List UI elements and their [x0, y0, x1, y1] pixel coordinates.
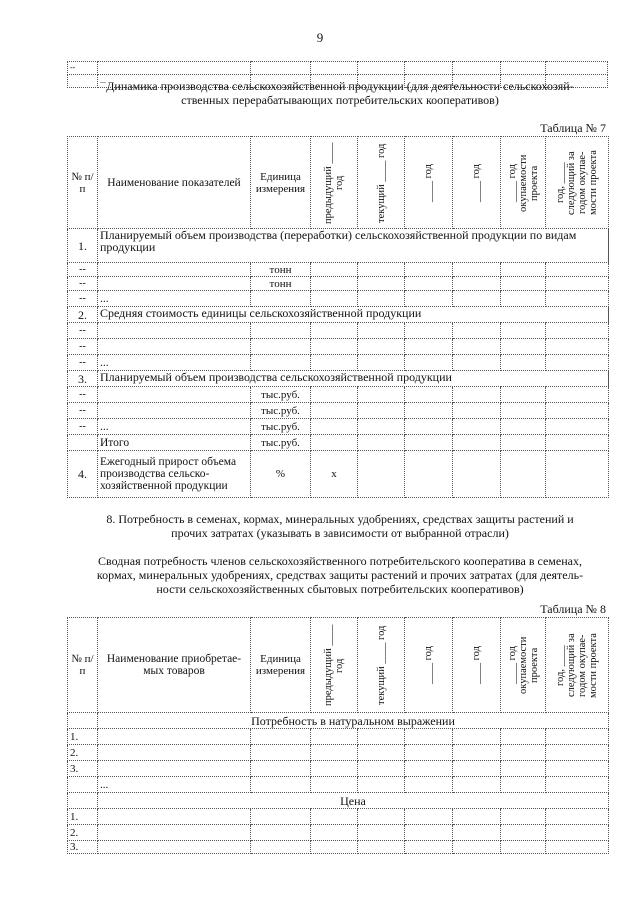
header-row: [68, 618, 609, 713]
row-section-title: Средняя стоимость единицы сельскохозяйственной продукции: [98, 307, 609, 323]
value-cell: [358, 277, 405, 291]
value-cell: [546, 761, 609, 777]
value-cell: [311, 403, 358, 419]
intro-line: кормах, минеральных удобрениях, средствах защиты растений и прочих затратах (для деятель-: [96, 568, 584, 582]
value-cell: [358, 387, 405, 403]
value-cell: [405, 277, 453, 291]
value-cell: [501, 323, 546, 339]
value-cell: [405, 323, 453, 339]
row-name: [98, 729, 251, 745]
row-name: [98, 323, 251, 339]
unit-cell: тыс.руб.: [251, 403, 311, 419]
row-number: --: [68, 419, 98, 435]
column-header: [358, 137, 405, 229]
table-row: [68, 387, 609, 403]
value-cell: [546, 263, 609, 277]
row-number: --: [68, 323, 98, 339]
value-cell: [405, 355, 453, 371]
intro-line: ности сельскохозяйственных сбытовых потребительских кооперативов): [156, 582, 524, 596]
row-number: 3.: [68, 761, 98, 777]
value-cell: [453, 419, 501, 435]
row-name: ...: [98, 75, 251, 88]
column-header: [453, 137, 501, 229]
row-number: 2.: [68, 825, 98, 841]
row-name: [98, 745, 251, 761]
column-header: Единица измерения: [251, 618, 311, 713]
row-name: [98, 403, 251, 419]
table-row: [68, 403, 609, 419]
header-row: [68, 137, 609, 229]
row-number: --: [68, 355, 98, 371]
column-header: [501, 137, 546, 229]
value-cell: [405, 825, 453, 841]
value-cell: [311, 729, 358, 745]
column-header-text: ____ год: [471, 646, 482, 684]
value-cell: [501, 729, 546, 745]
value-cell: [311, 825, 358, 841]
column-header: [358, 618, 405, 713]
value-cell: [405, 451, 453, 498]
row-number: --: [68, 277, 98, 291]
table-row: [68, 323, 609, 339]
row-number: 1.: [68, 229, 98, 263]
table-7: [67, 136, 609, 498]
table-row: [68, 355, 609, 371]
value-cell: [501, 825, 546, 841]
value-cell: [311, 291, 358, 307]
column-header-text: текущий ____ год: [375, 625, 387, 705]
section-8-heading: [60, 512, 620, 540]
row-number: 2.: [68, 745, 98, 761]
value-cell: [358, 825, 405, 841]
value-cell: [358, 323, 405, 339]
table-row: [68, 809, 609, 825]
value-cell: [453, 387, 501, 403]
value-cell: [546, 435, 609, 451]
value-cell: [453, 825, 501, 841]
value-cell: [501, 809, 546, 825]
row-name: Ежегодный прирост объема производства сельско-хозяйственной продукции: [98, 451, 251, 498]
value-cell: [358, 745, 405, 761]
value-cell: [501, 419, 546, 435]
value-cell: [501, 291, 546, 307]
table-row: [68, 263, 609, 277]
table-row: [68, 371, 609, 387]
value-cell: [453, 277, 501, 291]
value-cell: [311, 387, 358, 403]
table-row: [68, 841, 609, 854]
row-number: 1.: [68, 729, 98, 745]
value-cell: [358, 761, 405, 777]
unit-cell: тыс.руб.: [251, 387, 311, 403]
value-cell: [405, 841, 453, 854]
row-name: Итого: [98, 435, 251, 451]
value-cell: [358, 263, 405, 277]
value-cell: [251, 729, 311, 745]
unit-cell: тыс.руб.: [251, 435, 311, 451]
value-cell: [405, 387, 453, 403]
value-cell: [453, 291, 501, 307]
value-cell: [453, 745, 501, 761]
value-cell: [453, 263, 501, 277]
value-cell: [405, 263, 453, 277]
value-cell: [251, 809, 311, 825]
value-cell: [358, 419, 405, 435]
row-number: 3.: [68, 841, 98, 854]
table-row: [68, 777, 609, 793]
row-name: ...: [98, 291, 251, 307]
value-cell: [546, 777, 609, 793]
value-cell: [358, 809, 405, 825]
table8-label: Таблица № 8: [540, 602, 606, 616]
table-row: [68, 451, 609, 498]
column-header: [546, 618, 609, 713]
table7-intro: [60, 79, 620, 107]
value-cell: [311, 323, 358, 339]
value-cell: [453, 809, 501, 825]
value-cell: [311, 419, 358, 435]
value-cell: [546, 291, 609, 307]
row-name: [98, 809, 251, 825]
value-cell: [546, 387, 609, 403]
value-cell: [358, 729, 405, 745]
row-name: [98, 825, 251, 841]
column-header: Единица измерения: [251, 137, 311, 229]
row-name: [98, 277, 251, 291]
value-cell: [453, 339, 501, 355]
table-row: [68, 745, 609, 761]
intro-line: ственных перерабатывающих потребительских кооперативов): [181, 93, 499, 107]
value-cell: [358, 403, 405, 419]
column-header-text: предыдущий ____ год: [323, 141, 345, 224]
table-8: [67, 617, 609, 854]
row-name: [98, 761, 251, 777]
value-cell: [501, 403, 546, 419]
value-cell: [546, 451, 609, 498]
column-header: Наименование приобретае-мых товаров: [98, 618, 251, 713]
row-name: [98, 339, 251, 355]
value-cell: [311, 435, 358, 451]
table-row: [68, 761, 609, 777]
table-row: [68, 307, 609, 323]
value-cell: [546, 323, 609, 339]
unit-cell: тыс.руб.: [251, 419, 311, 435]
value-cell: [405, 291, 453, 307]
row-number: 3.: [68, 371, 98, 387]
row-name: [98, 263, 251, 277]
table-row: [68, 291, 609, 307]
value-cell: [405, 339, 453, 355]
value-cell: [546, 745, 609, 761]
unit-cell: [251, 355, 311, 371]
row-name: ...: [98, 419, 251, 435]
value-cell: [501, 339, 546, 355]
table-row: [68, 729, 609, 745]
column-header: [453, 618, 501, 713]
value-cell: [311, 355, 358, 371]
intro-line: Сводная потребность членов сельскохозяйственного потребительского кооператива в семенах,: [98, 554, 582, 568]
row-number: --: [68, 387, 98, 403]
unit-cell: [251, 339, 311, 355]
value-cell: [251, 745, 311, 761]
page-number: 9: [316, 30, 324, 45]
value-cell: [358, 435, 405, 451]
table-row: [68, 277, 609, 291]
table8-intro: [60, 554, 620, 596]
column-header-text: ____ год окупаемости проекта: [506, 636, 540, 694]
value-cell: [251, 777, 311, 793]
value-cell: [501, 745, 546, 761]
unit-cell: тонн: [251, 263, 311, 277]
column-header: № п/п: [68, 137, 98, 229]
unit-cell: [251, 291, 311, 307]
value-cell: [546, 841, 609, 854]
row-number: --: [68, 339, 98, 355]
value-cell: [358, 339, 405, 355]
table-row: [68, 229, 609, 263]
column-header-text: год, ____ следующий за годом окупае-мости проекта: [555, 632, 599, 698]
table-row: [68, 825, 609, 841]
column-header-text: ____ год: [423, 163, 434, 202]
intro-line: Динамика производства сельскохозяйственной продукции (для деятельности сельскохозяй-: [106, 79, 574, 93]
value-cell: [358, 777, 405, 793]
value-cell: [405, 403, 453, 419]
column-header-text: ____ год: [471, 163, 482, 202]
column-header: [546, 137, 609, 229]
table-row: [68, 435, 609, 451]
column-header-text: текущий ____ год: [375, 142, 387, 223]
row-section-title: Планируемый объем производства сельскохозяйственной продукции: [98, 371, 609, 387]
value-cell: [501, 451, 546, 498]
value-cell: [405, 435, 453, 451]
value-cell: [405, 777, 453, 793]
value-cell: [453, 777, 501, 793]
value-cell: [358, 291, 405, 307]
value-cell: [453, 323, 501, 339]
section-row-title: Цена: [98, 793, 609, 809]
value-cell: [453, 403, 501, 419]
value-cell: [358, 841, 405, 854]
value-cell: [546, 419, 609, 435]
row-number: --: [68, 62, 98, 75]
row-section-title: Планируемый объем производства (переработки) сельскохозяйственной продукции по видам продукции: [98, 229, 609, 263]
row-number: 1.: [68, 809, 98, 825]
value-cell: [453, 451, 501, 498]
value-cell: [453, 761, 501, 777]
section-row-title: Потребность в натуральном выражении: [98, 713, 609, 729]
value-cell: [546, 277, 609, 291]
table-cell: [68, 793, 98, 809]
column-header: [405, 618, 453, 713]
heading-line: 8. Потребность в семенах, кормах, минеральных удобрениях, средствах защиты растений и: [106, 512, 574, 526]
value-cell: [311, 761, 358, 777]
row-name: [98, 841, 251, 854]
value-cell: [453, 841, 501, 854]
value-cell: [405, 419, 453, 435]
value-cell: [453, 435, 501, 451]
row-number: 4.: [68, 451, 98, 498]
column-header-text: ____ год окупаемости проекта: [506, 153, 540, 212]
value-cell: [405, 761, 453, 777]
column-header: [405, 137, 453, 229]
value-cell: [311, 841, 358, 854]
value-cell: [546, 339, 609, 355]
column-header-text: ____ год: [423, 646, 434, 684]
value-cell: [405, 809, 453, 825]
row-name: [98, 387, 251, 403]
value-cell: [453, 729, 501, 745]
value-cell: [311, 277, 358, 291]
value-cell: [405, 729, 453, 745]
row-number: --: [68, 263, 98, 277]
unit-cell: %: [251, 451, 311, 498]
row-number: [68, 777, 98, 793]
value-cell: [501, 277, 546, 291]
value-cell: [501, 355, 546, 371]
value-cell: [405, 745, 453, 761]
column-header: [311, 137, 358, 229]
value-cell: [358, 355, 405, 371]
table-row: [68, 419, 609, 435]
row-number: --: [68, 291, 98, 307]
row-name: ...: [98, 355, 251, 371]
heading-line: прочих затратах (указывать в зависимости от выбранной отрасли): [171, 526, 509, 540]
value-cell: [501, 435, 546, 451]
row-name: ...: [98, 777, 251, 793]
value-cell: [501, 777, 546, 793]
value-cell: [501, 761, 546, 777]
unit-cell: тонн: [251, 277, 311, 291]
column-header: [311, 618, 358, 713]
value-cell: [546, 403, 609, 419]
value-cell: [251, 841, 311, 854]
value-cell: [453, 355, 501, 371]
value-cell: [546, 809, 609, 825]
value-cell: [546, 825, 609, 841]
table7-label: Таблица № 7: [540, 121, 606, 135]
column-header: [501, 618, 546, 713]
value-cell: [311, 745, 358, 761]
table-cell: [68, 713, 98, 729]
value-cell: [311, 339, 358, 355]
value-cell: [311, 809, 358, 825]
row-number: 2.: [68, 307, 98, 323]
column-header-text: предыдущий ____ год: [323, 624, 345, 706]
value-cell: [546, 729, 609, 745]
column-header-text: год, ____ следующий за годом окупае-мости проекта: [555, 150, 599, 215]
value-cell: [251, 761, 311, 777]
value-cell: [501, 387, 546, 403]
row-number: [68, 435, 98, 451]
value-cell: [358, 451, 405, 498]
column-header: Наименование показателей: [98, 137, 251, 229]
value-cell: x: [311, 451, 358, 498]
column-header: № п/п: [68, 618, 98, 713]
value-cell: [501, 841, 546, 854]
value-cell: [501, 263, 546, 277]
unit-cell: [251, 323, 311, 339]
row-number: --: [68, 403, 98, 419]
value-cell: [311, 777, 358, 793]
value-cell: [546, 355, 609, 371]
value-cell: [251, 825, 311, 841]
table-row: [68, 339, 609, 355]
value-cell: [311, 263, 358, 277]
